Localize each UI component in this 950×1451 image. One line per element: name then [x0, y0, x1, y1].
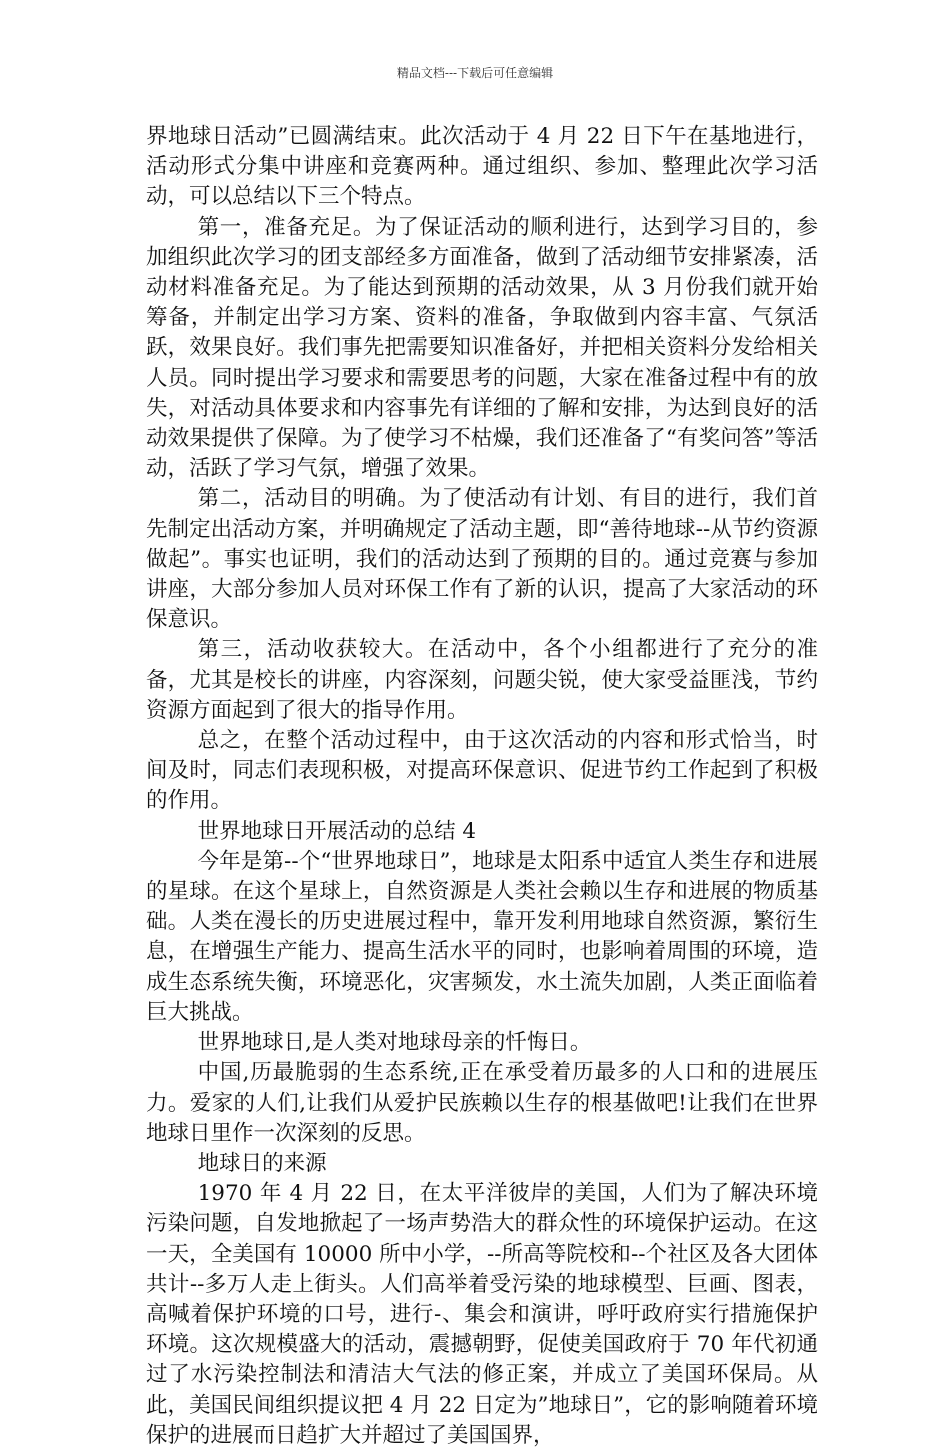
paragraph-9: 中国,历最脆弱的生态系统,正在承受着历最多的人口和的进展压力。爱家的人们,让我们从爱护民族赖以生存的根基做吧!让我们在世界地球日里作一次深刻的反思。 — [146, 1060, 818, 1146]
document-body — [146, 122, 818, 1451]
section-heading-summary-4: 世界地球日开展活动的总结 4 — [197, 818, 477, 844]
paragraph-2: 第一，准备充足。为了保证活动的顺利进行，达到学习目的，参加组织此次学习的团支部经多方面准备，做到了活动细节安排紧凑，活动材料准备充足。为了能达到预期的活动效果，从 3 月份我们就开始筹备，并制定出学习方案、资料的准备，争取做到内容丰富、气氛活跃，效果良好。我们事先把需要知识准备好，并把相关资料分发给相关人员。同时提出学习要求和需要思考的问题，大家在准备过程中有的放失，对活动具体要求和内容事先有详细的了解和安排，为达到良好的活动效果提供了保障。为了使学习不枯燥，我们还准备了“有奖问答”等活动，活跃了学习气氛，增强了效果。 — [146, 214, 818, 482]
paragraph-4: 第三，活动收获较大。在活动中，各个小组都进行了充分的准备，尤其是校长的讲座，内容深刻，问题尖锐，使大家受益匪浅，节约资源方面起到了很大的指导作用。 — [146, 637, 818, 723]
paragraph-7: 今年是第--个“世界地球日”，地球是太阳系中适宜人类生存和进展的星球。在这个星球上，自然资源是人类社会赖以生存和进展的物质基础。人类在漫长的历史进展过程中，靠开发利用地球自然资源，繁衍生息，在增强生产能力、提高生活水平的同时，也影响着周围的环境，造成生态系统失衡，环境恶化，灾害频发，水土流失加剧，人类正面临着巨大挑战。 — [146, 848, 818, 1025]
paragraph-1: 界地球日活动”已圆满结束。此次活动于 4 月 22 日下午在基地进行，活动形式分集中讲座和竞赛两种。通过组织、参加、整理此次学习活动，可以总结以下三个特点。 — [146, 124, 818, 210]
page-header-watermark: 精品文档---下载后可任意编辑 — [396, 66, 554, 80]
section-heading-origin: 地球日的来源 — [197, 1150, 327, 1176]
paragraph-3: 第二，活动目的明确。为了使活动有计划、有目的进行，我们首先制定出活动方案，并明确规定了活动主题，即“善待地球--从节约资源做起”。事实也证明，我们的活动达到了预期的目的。通过竞赛与参加讲座，大部分参加人员对环保工作有了新的认识，提高了大家活动的环保意识。 — [146, 486, 818, 633]
paragraph-8: 世界地球日,是人类对地球母亲的忏悔日。 — [197, 1030, 592, 1056]
paragraph-5: 总之，在整个活动过程中，由于这次活动的内容和形式恰当，时间及时，同志们表现积极，对提高环保意识、促进节约工作起到了积极的作用。 — [146, 728, 818, 814]
paragraph-11: 1970 年 4 月 22 日，在太平洋彼岸的美国，人们为了解决环境污染问题，自发地掀起了一场声势浩大的群众性的环境保护运动。在这一天，全美国有 10000 所中小学，--所高等院校和--个社区及各大团体共计--多万人走上街头。人们高举着受污染的地球模型、巨画、图表，高喊着保护环境的口号，进行-、集会和演讲，呼吁政府实行措施保护环境。这次规模盛大的活动，震撼朝野，促使美国政府于 70 年代初通过了水污染控制法和清洁大气法的修正案，并成立了美国环保局。从此，美国民间组织提议把 4 月 22 日定为”地球日”，它的影响随着环境保护的进展而日趋扩大并超过了美国国界， — [146, 1181, 818, 1448]
